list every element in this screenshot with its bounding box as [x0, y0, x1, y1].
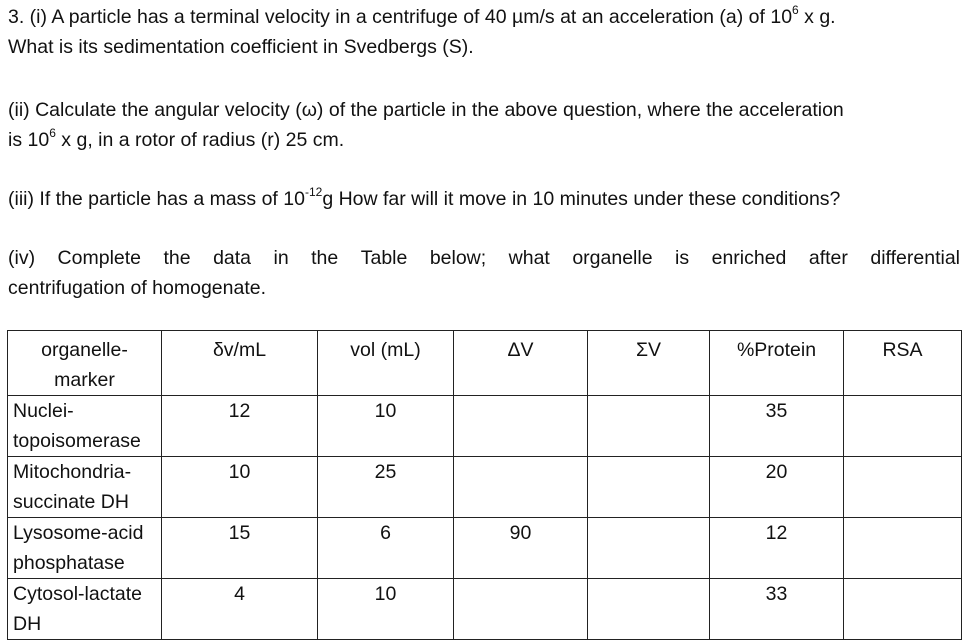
cell-organelle: Cytosol-lactate DH	[8, 579, 162, 640]
q4-word: data	[213, 247, 252, 269]
question-3-part-iii	[8, 184, 960, 214]
cell-percent-protein: 33	[710, 579, 844, 640]
cell-dv-per-ml: 12	[162, 396, 318, 457]
q4-word: Table	[360, 247, 408, 269]
table-row	[8, 579, 962, 640]
cell-sigma-v	[588, 579, 710, 640]
q4-word: differential	[870, 247, 960, 269]
table-body	[8, 396, 962, 640]
cell-percent-protein: 20	[710, 457, 844, 518]
cell-organelle: Nuclei- topoisomerase	[8, 396, 162, 457]
table-header-row	[8, 331, 962, 396]
q4-word: (iv)	[8, 247, 36, 269]
cell-delta-v	[454, 396, 588, 457]
cell-vol-ml: 10	[318, 579, 454, 640]
table-row	[8, 396, 962, 457]
q4-word: enriched	[711, 247, 787, 269]
cell-delta-v	[454, 457, 588, 518]
cell-rsa	[844, 518, 962, 579]
cell-organelle: Mitochondria- succinate DH	[8, 457, 162, 518]
cell-percent-protein: 35	[710, 396, 844, 457]
q2-line2-tail: x g, in a rotor of radius (r) 25 cm.	[55, 129, 345, 151]
cell-sigma-v	[588, 518, 710, 579]
q3-exponent: -12	[304, 184, 323, 199]
q1-line2-text: What is its sedimentation coefficient in Svedbergs (S).	[8, 36, 474, 58]
header-sigma-v: ΣV	[588, 331, 710, 396]
q1-line1-tail: x g.	[798, 6, 836, 28]
cell-rsa	[844, 396, 962, 457]
header-rsa: RSA	[844, 331, 962, 396]
header-percent-protein: %Protein	[710, 331, 844, 396]
cell-organelle: Lysosome-acid phosphatase	[8, 518, 162, 579]
cell-percent-protein: 12	[710, 518, 844, 579]
q3-text: (iii) If the particle has a mass of 10	[8, 188, 305, 210]
cell-dv-per-ml: 4	[162, 579, 318, 640]
cell-dv-per-ml: 15	[162, 518, 318, 579]
header-dv-per-ml: δv/mL	[162, 331, 318, 396]
question-3-part-i	[8, 2, 960, 62]
q4-word: the	[163, 247, 191, 269]
question-3-part-ii	[8, 95, 960, 155]
cell-vol-ml: 25	[318, 457, 454, 518]
centrifugation-data-table	[7, 330, 962, 640]
header-vol-ml: vol (mL)	[318, 331, 454, 396]
q2-line2-text: is 10	[8, 129, 50, 151]
cell-vol-ml: 10	[318, 396, 454, 457]
q4-word: in	[273, 247, 289, 269]
q4-word: after	[808, 247, 848, 269]
cell-sigma-v	[588, 457, 710, 518]
q4-line2: centrifugation of homogenate.	[8, 277, 267, 299]
header-delta-v: ΔV	[454, 331, 588, 396]
cell-rsa	[844, 579, 962, 640]
q4-word: below;	[429, 247, 487, 269]
q3-tail: g How far will it move in 10 minutes under these conditions?	[322, 188, 841, 210]
q4-word: Complete	[57, 247, 142, 269]
question-3-part-iv	[8, 243, 960, 303]
table-row	[8, 518, 962, 579]
q4-word: what	[508, 247, 550, 269]
cell-sigma-v	[588, 396, 710, 457]
q4-word: the	[311, 247, 339, 269]
q4-word: is	[675, 247, 690, 269]
table-row	[8, 457, 962, 518]
cell-dv-per-ml: 10	[162, 457, 318, 518]
q2-line1-text: (ii) Calculate the angular velocity (ω) of the particle in the above question, where the acceleration	[8, 99, 844, 121]
q4-line1	[8, 243, 960, 273]
q1-exponent: 6	[792, 2, 799, 17]
q1-line1-text: 3. (i) A particle has a terminal velocity in a centrifuge of 40 µm/s at an acceleration (a) of 10	[8, 6, 793, 28]
q2-exponent: 6	[49, 125, 56, 140]
cell-delta-v: 90	[454, 518, 588, 579]
cell-delta-v	[454, 579, 588, 640]
cell-vol-ml: 6	[318, 518, 454, 579]
cell-rsa	[844, 457, 962, 518]
q4-word: organelle	[572, 247, 653, 269]
header-organelle-marker: organelle- marker	[8, 331, 162, 396]
